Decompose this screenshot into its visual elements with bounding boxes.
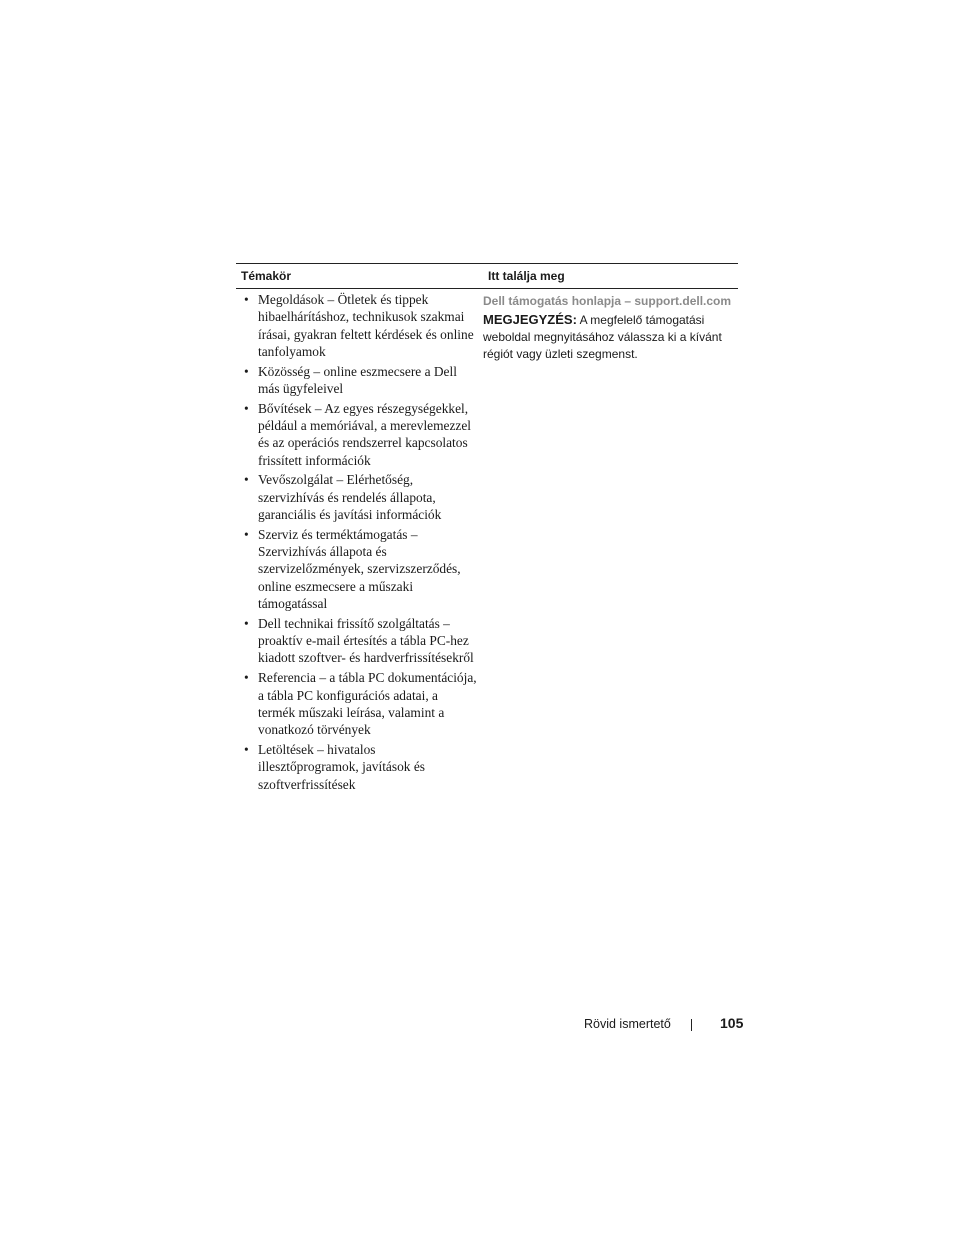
resource-table (236, 263, 738, 795)
list-item (242, 363, 478, 398)
topic-text: Megoldások – Ötletek és tippek hibaelhárításhoz, technikusok szakmai írásai, gyakran feltett kérdések és online tanfolyamok (258, 292, 474, 359)
note-paragraph (483, 311, 738, 363)
list-item (242, 741, 478, 793)
table-header (236, 264, 738, 288)
bullet-icon: • (244, 472, 249, 488)
footer-title: Rövid ismertető (584, 1017, 671, 1031)
bullet-icon: • (244, 400, 249, 416)
note-text: A megfelelő támogatási weboldal megnyitásához válassza ki a kívánt régiót vagy üzleti szegmenst. (483, 313, 722, 361)
topic-text: Szerviz és terméktámogatás – Szervizhívás állapota és szervizelőzmények, szervizszerződés, online eszmecsere a műszaki támogatással (258, 526, 461, 612)
bullet-icon: • (244, 670, 249, 686)
bullet-icon: • (244, 292, 249, 307)
topic-text: Bővítések – Az egyes részegységekkel, például a memóriával, a merevlemezzel és az operációs rendszerrel kapcsolatos frissített információk (258, 400, 472, 468)
list-item (242, 291, 478, 360)
bullet-icon: • (244, 615, 249, 631)
header-topic: Témakör (241, 269, 292, 283)
support-site-title: Dell támogatás honlapja – support.dell.com (483, 294, 732, 308)
list-item (242, 400, 478, 469)
bullet-icon: • (244, 741, 249, 757)
topic-text: Vevőszolgálat – Elérhetőség, szervizhívás és rendelés állapota, garanciális és javítási információk (258, 472, 442, 523)
topic-text: Referencia – a tábla PC dokumentációja, a tábla PC konfigurációs adatai, a termék műszaki leírása, valamint a vonatkozó törvények (258, 670, 477, 738)
page-number: 105 (720, 1015, 744, 1031)
footer-separator (691, 1019, 692, 1031)
bullet-icon: • (244, 526, 249, 542)
bullet-icon: • (244, 363, 249, 379)
topic-text: Letöltések – hivatalos illesztőprogramok, javítások és szoftverfrissítések (258, 741, 425, 792)
source-cell (478, 291, 738, 795)
topic-text: Dell technikai frissítő szolgáltatás – proaktív e-mail értesítés a tábla PC-hez kiadott szoftver- és hardverfrissítésekről (258, 615, 474, 666)
page-footer (584, 1015, 744, 1035)
topic-text: Közösség – online eszmecsere a Dell más ügyfeleivel (258, 363, 457, 396)
table-row (236, 289, 738, 795)
header-location: Itt találja meg (488, 269, 565, 283)
list-item (242, 669, 478, 738)
list-item (242, 526, 478, 612)
topics-cell (236, 291, 478, 795)
list-item (242, 615, 478, 667)
list-item (242, 471, 478, 523)
note-label: MEGJEGYZÉS: (483, 312, 577, 327)
topic-list (236, 291, 478, 793)
